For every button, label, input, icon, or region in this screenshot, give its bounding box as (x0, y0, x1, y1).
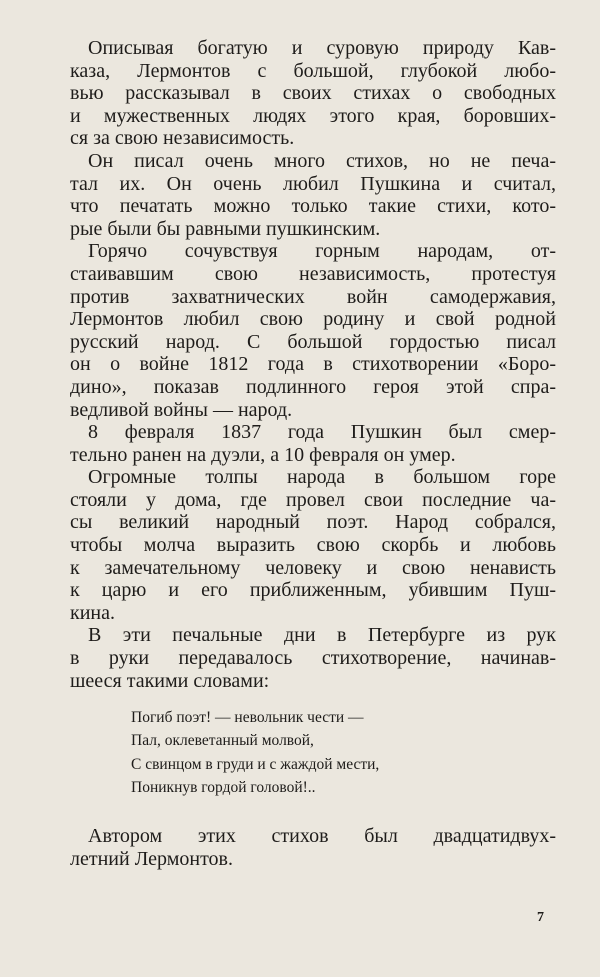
text-line: к царю и его приближенным, убившим Пуш- (70, 579, 556, 602)
text-line: Он писал очень много стихов, но не печа- (88, 149, 556, 172)
text-line: против захватнических войн самодержавия, (70, 285, 556, 308)
text-line: стаивавшим свою независимость, протестуя (70, 262, 556, 285)
text-line: тал их. Он очень любил Пушкина и считал, (70, 172, 556, 195)
text-line: каза, Лермонтов с большой, глубокой любо- (70, 59, 556, 82)
text-line: кина. (70, 601, 115, 624)
text-line: он о войне 1812 года в стихотворении «Боро- (70, 353, 556, 376)
text-line: что печатать можно только такие стихи, кото- (70, 195, 556, 218)
text-line: В эти печальные дни в Петербурге из рук (88, 624, 556, 647)
text-line: и мужественных людях этого края, боровших- (70, 104, 556, 127)
page-number: 7 (537, 910, 544, 925)
text-line: Автором этих стихов был двадцатидвух- (88, 825, 556, 847)
text-line: Лермонтов любил свою родину и свой родной (70, 308, 556, 331)
text-line: летний Лермонтов. (70, 847, 233, 870)
text-line: дино», показав подлинного героя этой спра- (70, 375, 556, 398)
text-line: Описывая богатую и суровую природу Кав- (88, 37, 556, 59)
text-line: чтобы молча выразить свою скорбь и любовь (70, 534, 556, 557)
poem-line: С свинцом в груди и с жаждой мести, (131, 755, 380, 773)
poem-line: Пал, оклеветанный молвой, (131, 732, 314, 750)
final-paragraph (70, 825, 556, 870)
poem-quote (131, 706, 461, 799)
text-line: тельно ранен на дуэли, а 10 февраля он умер. (70, 443, 456, 466)
paragraph (70, 150, 556, 240)
text-line: русский народ. С большой гордостью писал (70, 330, 556, 353)
text-line: стояли у дома, где провел свои последние ча- (70, 488, 556, 511)
paragraph (70, 466, 556, 624)
paragraph (70, 624, 556, 692)
text-line: сы великий народный поэт. Народ собрался, (70, 511, 556, 534)
paragraph (70, 240, 556, 421)
paragraph (70, 37, 556, 150)
poem-line: Погиб поэт! — невольник чести — (131, 709, 364, 726)
text-line: шееся такими словами: (70, 669, 270, 692)
text-line: Горячо сочувствуя горным народам, от- (88, 240, 556, 263)
poem-line: Поникнув гордой головой!.. (131, 778, 316, 796)
text-line: рые были бы равными пушкинским. (70, 217, 381, 240)
text-line: ведливой войны — народ. (70, 398, 293, 421)
text-line: в руки передавалось стихотворение, начинав- (70, 647, 556, 670)
text-line: вью рассказывал в своих стихах о свободных (70, 82, 556, 105)
paragraph (70, 421, 556, 466)
text-line: 8 февраля 1837 года Пушкин был смер- (88, 421, 556, 444)
text-line: ся за свою независимость. (70, 127, 295, 150)
text-line: к замечательному человеку и свою ненависть (70, 556, 556, 579)
text-line: Огромные толпы народа в большом горе (88, 466, 556, 489)
body-text (70, 37, 556, 692)
